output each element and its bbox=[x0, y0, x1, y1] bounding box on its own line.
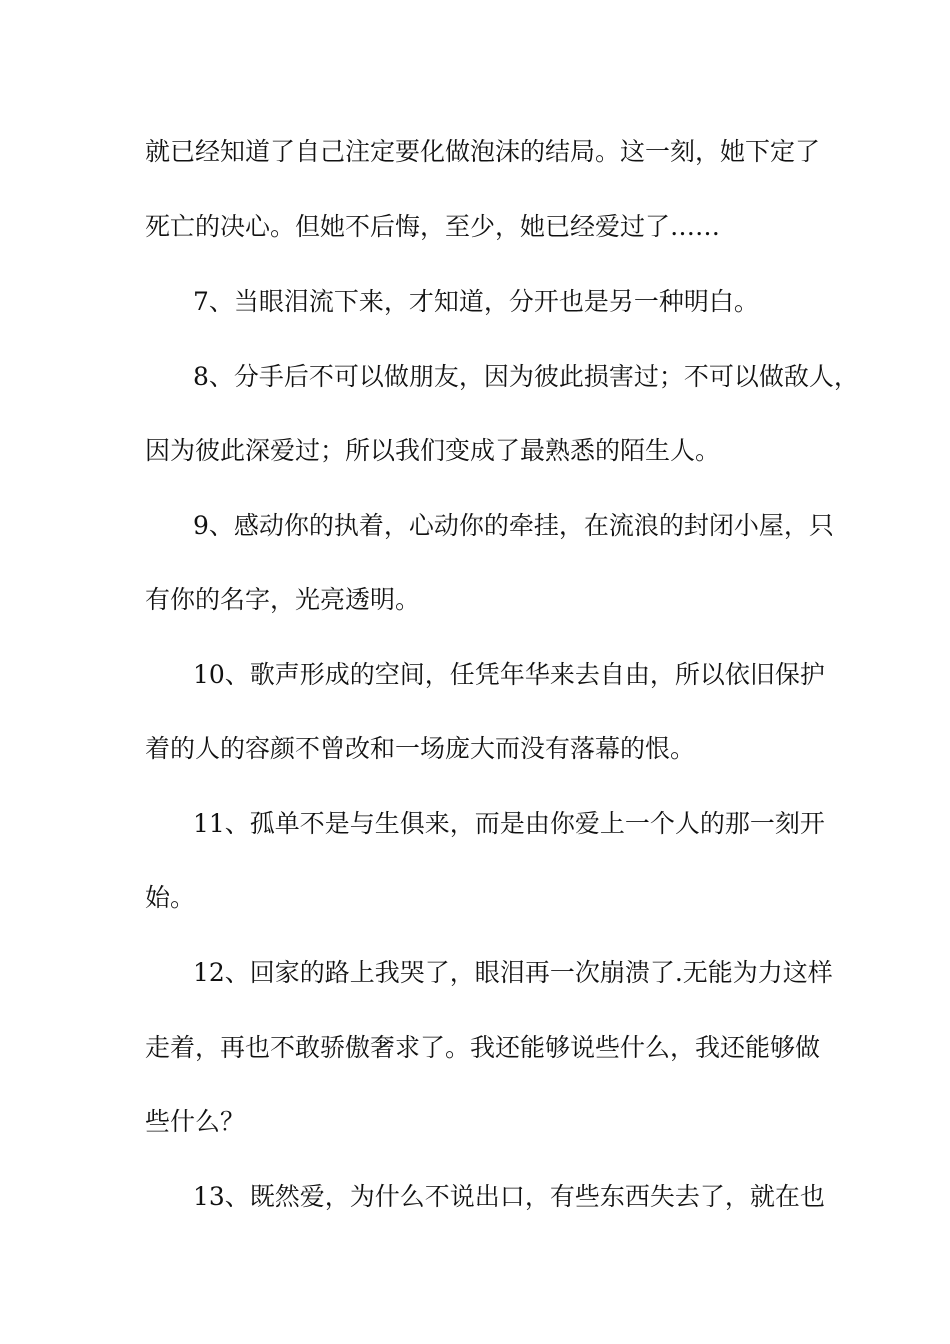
text-line: 始。 bbox=[145, 883, 196, 912]
paragraph-9: 9、感动你的执着，心动你的牵挂，在流浪的封闭小屋，只 bbox=[193, 511, 834, 540]
paragraph-11: 11、孤单不是与生俱来，而是由你爱上一个人的那一刻开 bbox=[193, 809, 825, 838]
paragraph-10: 10、歌声形成的空间，任凭年华来去自由，所以依旧保护 bbox=[193, 660, 825, 689]
text-line: 有你的名字，光亮透明。 bbox=[145, 585, 421, 614]
text-line: 走着，再也不敢骄傲奢求了。我还能够说些什么，我还能够做 bbox=[145, 1033, 821, 1062]
text-line: 因为彼此深爱过；所以我们变成了最熟悉的陌生人。 bbox=[145, 436, 721, 465]
text-line: 死亡的决心。但她不后悔，至少，她已经爱过了…… bbox=[145, 212, 721, 241]
text-line: 就已经知道了自己注定要化做泡沫的结局。这一刻，她下定了 bbox=[145, 137, 821, 166]
text-line: 些什么？ bbox=[145, 1107, 246, 1136]
text-line: 着的人的容颜不曾改和一场庞大而没有落幕的恨。 bbox=[145, 734, 696, 763]
paragraph-7: 7、当眼泪流下来，才知道，分开也是另一种明白。 bbox=[193, 287, 759, 316]
paragraph-8: 8、分手后不可以做朋友，因为彼此损害过；不可以做敌人， bbox=[193, 362, 859, 391]
paragraph-12: 12、回家的路上我哭了，眼泪再一次崩溃了.无能为力这样 bbox=[193, 958, 833, 987]
paragraph-13: 13、既然爱，为什么不说出口，有些东西失去了，就在也 bbox=[193, 1182, 825, 1211]
